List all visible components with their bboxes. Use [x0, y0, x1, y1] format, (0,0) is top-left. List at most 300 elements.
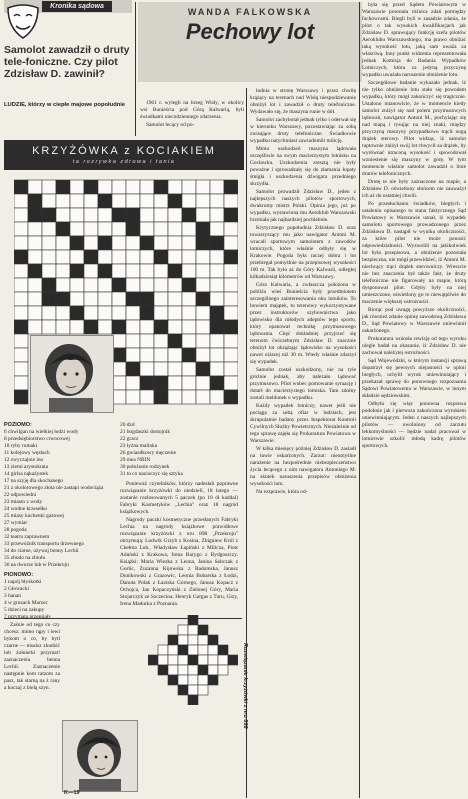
grid-cell — [224, 320, 238, 334]
grid-cell — [182, 278, 196, 292]
grid-cell — [168, 208, 182, 222]
solution-cell — [208, 635, 218, 645]
grid-cell — [168, 362, 182, 376]
grid-cell — [126, 278, 140, 292]
woman-photo — [30, 335, 114, 413]
grid-cell — [196, 236, 210, 250]
grid-cell — [42, 180, 56, 194]
clue: 29 mea NBIN — [120, 457, 151, 463]
grid-cell — [98, 222, 112, 236]
grid-cell — [224, 278, 238, 292]
grid-cell — [98, 278, 112, 292]
grid-cell — [126, 348, 140, 362]
clue: 17 na szyję dla skochanego — [4, 478, 63, 484]
grid-cell — [98, 320, 112, 334]
grid-cell — [112, 348, 126, 362]
winners-intro: Ponieważ czytelników, którzy nadesłali poprawne rozwiązanie krzyżówki do niedzieli, 18 lutego — zostanie rozlosowanych 5 paczek (po 10 ół kaddal) Fabryki Kosmetyków „Lechia" oraz 18 nagród książkowych. — [120, 481, 238, 515]
solution-cell — [178, 645, 188, 655]
grid-cell — [168, 236, 182, 250]
grid-cell — [84, 278, 98, 292]
sidebar-title: Samolot zawadził o druty tele-foniczne. Czy pilot Zdzisław D. zawinił? — [4, 44, 130, 80]
solution-cell — [158, 645, 168, 655]
clue: 33 przewóźnik transportu drzewnego — [4, 541, 85, 547]
grid-cell — [42, 320, 56, 334]
grid-cell — [70, 222, 84, 236]
grid-cell — [28, 180, 42, 194]
grid-cell — [140, 180, 154, 194]
grid-cell — [210, 306, 224, 320]
solution-caption-text: Rozwiązanie krzyżówki z nru 899 — [242, 643, 248, 729]
grid-cell — [224, 306, 238, 320]
grid-cell — [182, 334, 196, 348]
lead-text: LUDZIE, którzy w ciepłe majowe popołudnie — [4, 102, 126, 108]
article-headline: Pechowy lot — [185, 19, 315, 44]
solution-cell — [168, 655, 178, 665]
grid-cell — [154, 222, 168, 236]
paragraph: Samolot lecący od po- — [146, 122, 195, 128]
paragraph: Odbyła się więc ponowna rozprawa podobnie jak i pierwsza zakończona wyrokiem uniewinniającym. Jeden z naszych najlepszych pilotów — uwolniony od zarzutu lekkomyślności — będzie nadal pracował w lotnictwie szkolić młodą kadrę pilotów sportowych. — [362, 401, 466, 449]
grid-cell — [98, 250, 112, 264]
grid-cell — [140, 334, 154, 348]
grid-cell — [126, 222, 140, 236]
solution-cell — [178, 635, 188, 645]
grid-cell — [14, 334, 28, 348]
grid-cell — [154, 208, 168, 222]
grid-cell — [210, 292, 224, 306]
solution-cell — [178, 665, 188, 675]
down-heading: PIONOWO: — [4, 572, 34, 578]
grid-cell — [84, 306, 98, 320]
clue: 36 na dworze lub w Przekroju — [4, 562, 69, 568]
grid-cell — [126, 390, 140, 404]
grid-cell — [154, 334, 168, 348]
grid-cell — [56, 320, 70, 334]
solution-cell — [168, 675, 178, 685]
grid-cell — [196, 264, 210, 278]
solution-cell — [198, 665, 208, 675]
grid-cell — [112, 390, 126, 404]
grid-cell — [224, 222, 238, 236]
grid-cell — [140, 208, 154, 222]
grid-cell — [140, 362, 154, 376]
grid-cell — [28, 222, 42, 236]
clue: 3 banan — [4, 593, 21, 599]
grid-cell — [42, 236, 56, 250]
solution-cell — [228, 655, 238, 665]
grid-cell — [196, 348, 210, 362]
grid-cell — [196, 334, 210, 348]
grid-cell — [14, 222, 28, 236]
solution-cell — [198, 685, 208, 695]
grid-cell — [210, 250, 224, 264]
grid-cell — [210, 208, 224, 222]
paragraph: była się przed Sądem Powiatowym w Warszawie powstała różnica zdań pomiędzy fachowcami. Biegli byli w zasadzie zdania, że pilot o tak wysokich kwalifikacjach jak Zdzisław D. sprawujący funkcję szefa pilotów Aeroklubu Warszawskiego, ma prawo obniżać taką wysokość lotu, jaką sam uważa za właściwą. Inny punkt widzenia reprezentowała jednak Komisja do Badania Wypadków Lotniczych, która za jedyną przyczynę wypadku uważała naruszenie obniżenie lotu. — [362, 2, 466, 78]
grid-cell — [56, 278, 70, 292]
grid-cell — [140, 390, 154, 404]
kicker-text: Zaśnie od tego co czy chcesz. mimo rąpy i lewi bykom o co, by bytl czarne — musisz zbudzić lub żołnierki przymat! zaznaczeniu benna Lechii. Zaznaczenie następnie kom ratzom za pasz, tak starną na ż rany a kuczaj z bielą szyn. — [4, 622, 60, 691]
grid-cell — [140, 222, 154, 236]
grid-cell — [42, 208, 56, 222]
grid-cell — [168, 292, 182, 306]
grid-cell — [210, 278, 224, 292]
grid-cell — [112, 362, 126, 376]
grid-cell — [112, 194, 126, 208]
grid-cell — [140, 348, 154, 362]
solution-cell — [208, 675, 218, 685]
solution-caption — [240, 640, 250, 790]
solution-cell — [178, 655, 188, 665]
paragraph: Sąd Wojewódzki, w którym instancji sprawą dopatrzył się pewnych niejasności w opinii biegłych, uchylił wyrok uniewinniający i przekazał sprawę do ponownego rozpoznania Sądowi Powiatowemu w Warszawie, w innym składzie sędziowskim. — [362, 358, 466, 399]
grid-cell — [196, 278, 210, 292]
grid-cell — [112, 208, 126, 222]
solution-cell — [218, 655, 228, 665]
grid-cell — [224, 334, 238, 348]
grid-cell — [182, 180, 196, 194]
paragraph: Drutę te nie były zaznaczone na mapie, a Zdzisław D. oświetlony słońcem nie zauważył ich aż do ostatniej chwili. — [362, 179, 466, 199]
grid-cell — [224, 194, 238, 208]
grid-cell — [224, 376, 238, 390]
grid-cell — [140, 236, 154, 250]
grid-cell — [112, 376, 126, 390]
solution-cell — [208, 655, 218, 665]
grid-cell — [84, 194, 98, 208]
clue: 35 zbudo na zbiułu — [4, 555, 46, 561]
paragraph: 1961 r. wylegli na brzeg Wisły, w okolicy wsi Bunieścia pod Górą Kalwarią, byli świadkami niecodziennego zdarzenia. — [140, 100, 244, 120]
grid-cell — [168, 334, 182, 348]
grid-cell — [70, 236, 84, 250]
grid-cell — [224, 348, 238, 362]
grid-cell — [168, 376, 182, 390]
grid-cell — [42, 292, 56, 306]
grid-cell — [28, 236, 42, 250]
solution-cell — [188, 675, 198, 685]
clue: 27 wymiar — [4, 520, 28, 526]
grid-cell — [42, 278, 56, 292]
grid-cell — [70, 278, 84, 292]
grid-cell — [196, 292, 210, 306]
grid-cell — [182, 320, 196, 334]
column-divider — [359, 2, 360, 798]
clue: 28 pogoda — [4, 527, 27, 533]
grid-cell — [56, 208, 70, 222]
grid-cell — [14, 390, 28, 404]
grid-cell — [210, 362, 224, 376]
grid-cell — [182, 250, 196, 264]
grid-cell — [168, 250, 182, 264]
grid-cell — [196, 376, 210, 390]
grid-cell — [98, 194, 112, 208]
paragraph: Mimo uszkodzeń maszyna lądowała szczęśliwie na swym macierzystym lotnisku na Gocławku. Uszkodzenia zresztą nie były poważne i sprowadzały się do złamania łopaty śmigła i uszkodzenia dźwigara przedniego skrzydła. — [250, 146, 356, 187]
solution-cell — [188, 625, 198, 635]
grid-cell — [140, 250, 154, 264]
grid-cell — [28, 292, 42, 306]
paragraph: Samolot zachybotał jednak tylko i oderwał się w kierunku Warszawy, pozostawiając za sobą zwisające druty telefoniczne. Świadkowie wypadku natychmiast zawiadomili milicję. — [250, 117, 356, 144]
grid-cell — [196, 362, 210, 376]
grid-cell — [14, 236, 28, 250]
grid-cell — [224, 236, 238, 250]
article-column-1 — [140, 100, 244, 136]
grid-cell — [126, 320, 140, 334]
grid-cell — [70, 250, 84, 264]
sidebar-lead — [4, 102, 132, 132]
grid-cell — [182, 376, 196, 390]
crossword-title: KRZYŻÓWKA z KOCIAKIEM — [32, 145, 216, 157]
grid-cell — [182, 390, 196, 404]
grid-cell — [196, 390, 210, 404]
grid-cell — [168, 180, 182, 194]
paragraph: Krytycznego popołudnia Zdzisław D. oraz towarzyszący mu jako nawigator Antoni M. wracali sportowym samolotem z zawodów lotniczych, które właśnie odbyły się w Krakowie. Pogoda była raczej dobra i lot przebiegał pomyślnie na przepisowej wysokości 100 m. Tak było aż do Góry Kalwarii, odległej kilkadziesiąt kilometrów od Warszawy. — [250, 225, 356, 280]
grid-cell — [154, 250, 168, 264]
grid-cell — [28, 250, 42, 264]
grid-cell — [98, 306, 112, 320]
grid-cell — [126, 208, 140, 222]
grid-cell — [28, 194, 42, 208]
grid-cell — [14, 292, 28, 306]
grid-cell — [28, 264, 42, 278]
grid-cell — [56, 264, 70, 278]
solution-cell — [188, 695, 198, 705]
grid-cell — [14, 250, 28, 264]
grid-cell — [168, 390, 182, 404]
kicker-column — [4, 622, 60, 788]
grid-cell — [70, 292, 84, 306]
grid-cell — [154, 194, 168, 208]
grid-cell — [98, 292, 112, 306]
grid-cell — [14, 208, 28, 222]
grid-cell — [126, 376, 140, 390]
grid-cell — [56, 236, 70, 250]
solution-cell — [188, 685, 198, 695]
grid-cell — [168, 278, 182, 292]
paragraph: Prokuratura wniosła rewizję od tego wyroku ulegle badał na okazanie, iż Zdzisław D. nie zachował należytej ostrożności. — [362, 336, 466, 356]
clue: 11 kolejowy węzłach — [4, 450, 50, 456]
grid-cell — [56, 250, 70, 264]
grid-cell — [112, 250, 126, 264]
grid-cell — [210, 320, 224, 334]
paragraph: Po przesłuchaniu świadków, biegłych i ustaleniu opisanego tu stanu faktycznego Sąd Powiatowy w Warszawie uznał, iż wypadek samolotu sportowego prowadzonego przez Zdzisława D. nastąpił w wyniku okoliczności, za które pilot nie może ponosić odpowiedzialności. Wyzwolili na jakikolwiek lot była przepisowa, a obniżenie pozostała bezpieczna, nie mógł przewidzieć, iż Antoni M. niechcący trąci drążek sterowniczy. Wreszcie nie bez znaczenia był także fakt, że druty telefoniczne nie figurowały na mapie, którą dysponował pilot. Gdyby były na niej umieszczone, oświetlony go to niewątpliwie do maczenie większej ostrożności. — [362, 201, 466, 305]
clue: 21 bogdaszki dostojnik — [120, 429, 171, 435]
clue: 26 gwiazdkowy męczenie — [120, 450, 176, 456]
grid-cell — [224, 390, 238, 404]
grid-cell — [210, 180, 224, 194]
clue: 32 teatru zaprawnem — [4, 534, 50, 540]
grid-cell — [14, 320, 28, 334]
grid-cell — [154, 236, 168, 250]
grid-cell — [182, 194, 196, 208]
grid-cell — [98, 208, 112, 222]
clue: 10 ryby rumaki — [4, 443, 38, 449]
grid-cell — [196, 180, 210, 194]
grid-cell — [112, 264, 126, 278]
clue: 5 dzieci na zakupy — [4, 607, 45, 613]
clue: 12 zwyczajnie ino — [4, 457, 44, 463]
grid-cell — [182, 222, 196, 236]
grid-cell — [70, 320, 84, 334]
grid-cell — [224, 208, 238, 222]
clue: 2 Głowacki — [4, 586, 30, 592]
grid-cell — [154, 390, 168, 404]
grid-cell — [140, 320, 154, 334]
grid-cell — [210, 348, 224, 362]
paragraph: Na rozprawie, która od- — [256, 489, 308, 495]
grid-cell — [126, 236, 140, 250]
solution-cell — [208, 645, 218, 655]
grid-cell — [140, 376, 154, 390]
solution-cell — [188, 665, 198, 675]
paragraph: Góra Kalwaria, a zwłaszcza położona w pobliżu wieś Bunieścia były przedmiotem szczególnego zainteresowania obu lotników. To bowiem majątek, tu terenowy wykorzystywane przez instruktorów szybownictwa jako lądowisko dla młodych adeptów tego sportu, który opanował technikę przymusowego lądowania. Chęć dokładniej przyjrzeć się terenom ćwiczebnym Zdzisław D. znacznie obniżył lot okrążając lądowisko na wysokości nawet niższej niż 30 m. Wtedy właśnie zdarzył się wypadek. — [250, 282, 356, 365]
grid-cell — [154, 376, 168, 390]
solution-cell — [198, 645, 208, 655]
grid-cell — [84, 292, 98, 306]
section-label: Kronika sądowa — [42, 1, 112, 12]
grid-cell — [42, 222, 56, 236]
paragraph: Samolot prowadził Zdzisław D., jeden z najlepszych naszych pilotów sportowych, dwukrotny mistrz Polski. Opinia jego, już po wypadku, wystawiona mu Aeroklub Warszawski brzmiała jak najbardziej pochlebnie. — [250, 189, 356, 223]
grid-cell — [112, 180, 126, 194]
clue: 22 gracz — [120, 436, 139, 442]
grid-cell — [14, 376, 28, 390]
grid-cell — [210, 194, 224, 208]
grid-cell — [14, 362, 28, 376]
grid-cell — [182, 292, 196, 306]
clue: 22 odpowiedni — [4, 492, 37, 498]
solution-cell — [148, 655, 158, 665]
grid-cell — [196, 208, 210, 222]
grid-cell — [42, 264, 56, 278]
solution-cell — [158, 655, 168, 665]
clue: 25 miasy kuchenki gazowej — [4, 513, 65, 519]
grid-cell — [14, 348, 28, 362]
clue: 6 chwilgan na wielkiej łodzi wody — [4, 429, 79, 435]
grid-cell — [154, 306, 168, 320]
grid-cell — [210, 264, 224, 278]
grid-cell — [70, 180, 84, 194]
grid-cell — [196, 320, 210, 334]
grid-cell — [182, 348, 196, 362]
crossword-header — [4, 140, 244, 170]
grid-cell — [224, 180, 238, 194]
grid-cell — [28, 278, 42, 292]
paragraph: Biorąc pod uwagę powyższe okoliczności, jak również zdanie opinię zawodową Zdzisława D., Sąd Powiatowy w Warszawie uniewinnił oskarżonego. — [362, 307, 466, 334]
grid-cell — [84, 250, 98, 264]
grid-cell — [210, 390, 224, 404]
grid-cell — [154, 292, 168, 306]
grid-cell — [56, 292, 70, 306]
crossword-subtitle: ta rozrywka zdrowa i tania — [72, 159, 176, 165]
grid-cell — [14, 194, 28, 208]
grid-cell — [14, 264, 28, 278]
clue: 21 z okolorowego złota nie zastapi wodociąża — [4, 485, 104, 491]
grid-cell — [196, 222, 210, 236]
solution-cell — [188, 645, 198, 655]
grid-cell — [154, 264, 168, 278]
grid-cell — [98, 180, 112, 194]
clues-across — [4, 422, 116, 618]
clue: 24 wodne krzesełko — [4, 506, 48, 512]
solution-cell — [198, 655, 208, 665]
grid-cell — [168, 320, 182, 334]
solution-cell — [198, 625, 208, 635]
clue: 23 miasto z wody — [4, 499, 43, 505]
grid-cell — [84, 236, 98, 250]
grid-cell — [56, 194, 70, 208]
clue: 4 w gruzach Marzec — [4, 600, 48, 606]
solution-cell — [168, 635, 178, 645]
grid-cell — [28, 306, 42, 320]
grid-cell — [112, 320, 126, 334]
article-column-3 — [362, 2, 466, 798]
page-code: K—19 — [64, 790, 80, 796]
clue: 31 to co nazioczyc się sztyka — [120, 471, 183, 477]
grid-cell — [140, 194, 154, 208]
solution-cell — [208, 665, 218, 675]
grid-cell — [112, 278, 126, 292]
clue: 14 girlsa nąkażystek — [4, 471, 49, 477]
grid-cell — [224, 264, 238, 278]
paragraph: Każdy wypadek lotniczy, nawet jeśli nie pociąga za sobą ofiar w ludziach, jest skrupulatnie badany przez Inspektorat Kontroli Cywilnych Służby Powietrznych. Niezależnie od tego sprawę zajęła się Prokuratura Powiatowa w Warszawie. — [250, 403, 356, 444]
grid-cell — [70, 306, 84, 320]
clue: 23 łyżna malinka — [120, 443, 158, 449]
woman-photo-small — [62, 720, 138, 792]
grid-cell — [42, 250, 56, 264]
solution-cell — [218, 645, 228, 655]
grid-cell — [168, 194, 182, 208]
clue: 13 ziemi arystokrata — [4, 464, 49, 470]
grid-cell — [210, 376, 224, 390]
clues-right — [120, 422, 238, 612]
grid-cell — [126, 334, 140, 348]
solution-cell — [178, 625, 188, 635]
grid-cell — [224, 292, 238, 306]
grid-cell — [126, 180, 140, 194]
grid-cell — [56, 222, 70, 236]
grid-cell — [140, 306, 154, 320]
grid-cell — [98, 264, 112, 278]
grid-cell — [84, 180, 98, 194]
grid-cell — [98, 236, 112, 250]
solution-cell — [218, 665, 228, 675]
across-heading: POZIOMO: — [4, 422, 32, 428]
clue: 8 przedsiębiorstwo crwocowej — [4, 436, 70, 442]
grid-cell — [126, 306, 140, 320]
solution-cell — [178, 675, 188, 685]
grid-cell — [84, 222, 98, 236]
grid-cell — [154, 362, 168, 376]
grid-cell — [210, 236, 224, 250]
grid-cell — [14, 306, 28, 320]
grid-cell — [154, 320, 168, 334]
grid-cell — [14, 278, 28, 292]
clue: 30 położonie rodzynek — [120, 464, 170, 470]
grid-cell — [28, 208, 42, 222]
author-name: WANDA FALKOWSKA — [187, 7, 313, 17]
grid-cell — [196, 306, 210, 320]
clue: 20 dzd — [120, 422, 135, 428]
grid-cell — [70, 208, 84, 222]
grid-cell — [14, 180, 28, 194]
clue: 7 przymata przepijały — [4, 614, 51, 618]
grid-cell — [182, 264, 196, 278]
headline-box — [138, 2, 362, 82]
clue: 1 napój błyskotki — [4, 579, 42, 585]
grid-cell — [126, 292, 140, 306]
grid-cell — [56, 306, 70, 320]
grid-cell — [140, 264, 154, 278]
grid-cell — [126, 264, 140, 278]
grid-cell — [154, 278, 168, 292]
solution-cell — [188, 635, 198, 645]
grid-cell — [84, 208, 98, 222]
grid-cell — [70, 194, 84, 208]
